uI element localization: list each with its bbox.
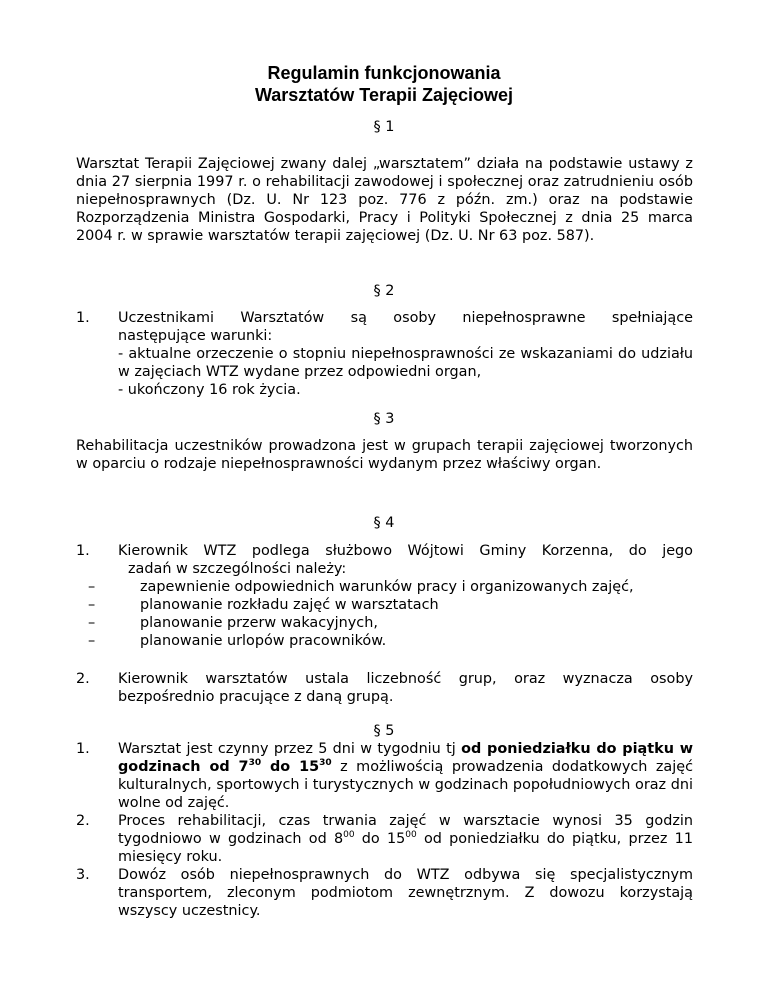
section-5-item-1-text xyxy=(118,740,693,812)
section-4-item-1-line-2: zadań w szczególności należy: xyxy=(128,561,347,577)
item-text: Warsztat jest czynny przez 5 dni w tygodniu tj xyxy=(118,741,462,757)
section-4-item-1-number: 1. xyxy=(76,543,90,559)
section-2-item-1-number: 1. xyxy=(76,310,90,326)
section-5-item-1-number: 1. xyxy=(76,741,90,757)
dash-bullet: – xyxy=(88,633,96,649)
section-1-paragraph: Warsztat Terapii Zajęciowej zwany dalej „warsztatem” działa na podstawie ustawy z dnia 27 sierpnia 1997 r. o rehabilitacji zawodowej i społecznej oraz zatrudnieniu osób niepełnosprawnych (Dz. U. Nr 123 poz. 776 z późn. zm.) oraz na podstawie Rozporządzenia Ministra Gospodarki, Pracy i Polityki Społecznej z dnia 25 marca 2004 r. w sprawie warsztatów terapii zajęciowej (Dz. U. Nr 63 poz. 587). xyxy=(76,156,693,244)
section-3-paragraph: Rehabilitacja uczestników prowadzona jest w grupach terapii zajęciowej tworzonych w oparciu o rodzaje niepełnosprawności wydanym przez właściwy organ. xyxy=(76,438,693,472)
section-5-item-3-text: Dowóz osób niepełnosprawnych do WTZ odbywa się specjalistycznym transportem, zleconym podmiotom zewnętrznym. Z dowozu korzystają wszyscy uczestnicy. xyxy=(118,867,693,919)
superscript: 00 xyxy=(405,830,417,840)
section-4-item-1-line-1: Kierownik WTZ podlega służbowo Wójtowi Gminy Korzenna, do jego xyxy=(118,543,693,559)
section-3-heading: § 3 xyxy=(373,411,395,427)
dash-bullet: – xyxy=(88,615,96,631)
section-4-item-2-number: 2. xyxy=(76,671,90,687)
document-title-line-1: Regulamin funkcjonowania xyxy=(267,63,501,83)
section-5-heading: § 5 xyxy=(373,723,395,739)
section-4-item-2-text: Kierownik warsztatów ustala liczebność grup, oraz wyznacza osoby bezpośrednio pracujące z daną grupą. xyxy=(118,671,693,705)
item-text: od poniedziałku do piątku, przez 11 miesięcy roku. xyxy=(118,831,693,865)
section-5-item-3-number: 3. xyxy=(76,867,90,883)
section-4-item-1-text xyxy=(118,542,693,578)
list-item xyxy=(88,614,688,632)
superscript: 00 xyxy=(343,830,355,840)
opening-hours-bold: do 15 xyxy=(261,759,320,775)
list-item-text: planowanie przerw wakacyjnych, xyxy=(140,615,378,631)
list-item xyxy=(88,596,688,614)
section-5-item-2-number: 2. xyxy=(76,813,90,829)
superscript: 30 xyxy=(248,758,262,768)
section-2-heading: § 2 xyxy=(373,283,395,299)
list-item-text: planowanie urlopów pracowników. xyxy=(140,633,387,649)
opening-days-bold: od poniedziałku do piątku w godzinach od 7 xyxy=(118,741,693,775)
list-item-text: planowanie rozkładu zajęć w warsztatach xyxy=(140,597,439,613)
section-4-heading: § 4 xyxy=(373,515,395,531)
section-2-line-1: Uczestnikami Warsztatów są osoby niepełnosprawne spełniające xyxy=(118,310,693,326)
section-2-line-3: - aktualne orzeczenie o stopniu niepełnosprawności ze wskazaniami do udziału w zajęciach WTZ wydane przez odpowiedni organ, xyxy=(118,346,693,380)
item-text: z możliwością prowadzenia dodatkowych zajęć kulturalnych, sportowych i turystycznych w godzinach popołudniowych oraz dni wolne od zajęć. xyxy=(118,759,694,811)
section-1-heading: § 1 xyxy=(373,119,395,135)
item-text: Proces rehabilitacji, czas trwania zajęć w warsztacie wynosi 35 godzin tygodniowo w godzinach od 8 xyxy=(118,813,693,847)
section-2-item-1-text xyxy=(118,309,693,399)
section-4-task-list xyxy=(88,578,688,650)
list-item xyxy=(88,578,688,596)
section-2-line-2: następujące warunki: xyxy=(118,328,273,344)
item-text: do 15 xyxy=(354,831,406,847)
document-title-line-2: Warsztatów Terapii Zajęciowej xyxy=(254,85,514,105)
section-2-line-4: - ukończony 16 rok życia. xyxy=(118,382,301,398)
dash-bullet: – xyxy=(88,597,96,613)
dash-bullet: – xyxy=(88,579,96,595)
section-5-item-2-text xyxy=(118,812,693,866)
list-item-text: zapewnienie odpowiednich warunków pracy i organizowanych zajęć, xyxy=(140,579,634,595)
list-item xyxy=(88,632,688,650)
superscript: 30 xyxy=(319,758,332,768)
